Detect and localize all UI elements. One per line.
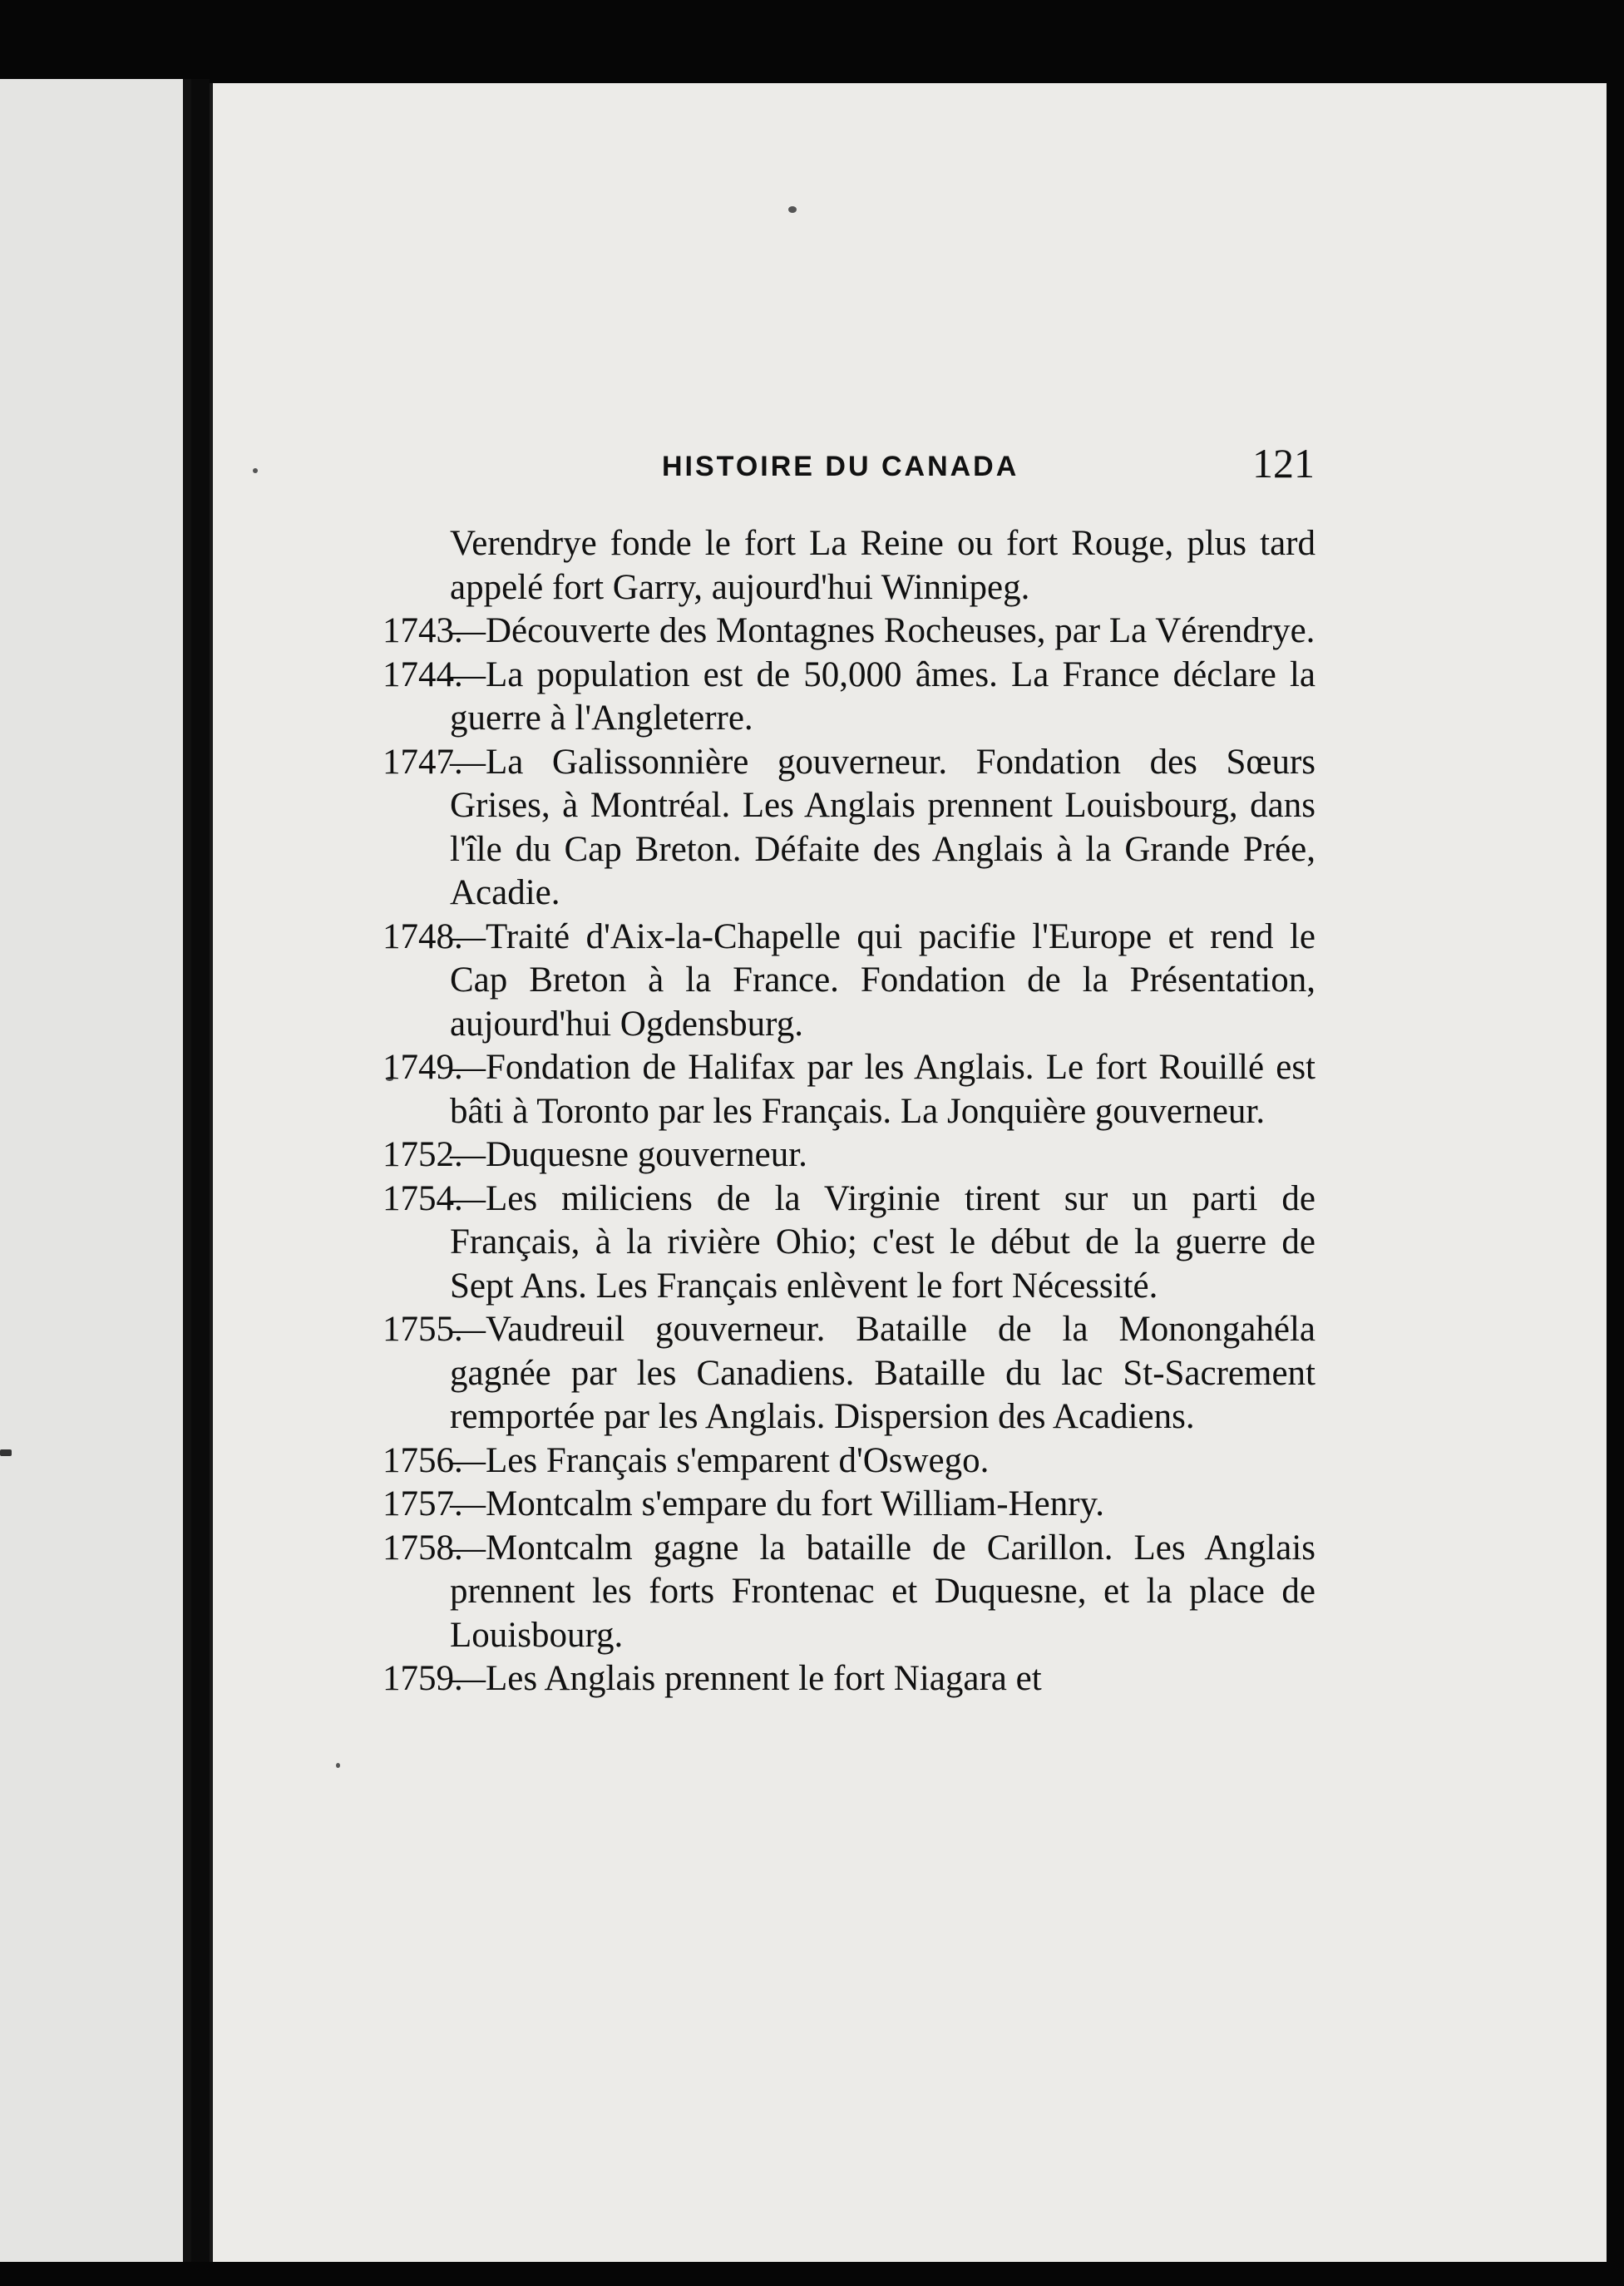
entry-body: —Vaudreuil gouverneur. Bataille de la Monongahéla gagnée par les Canadiens. Bataille du lac St-Sacrement remportée par les Anglais. Dispersion des Acadiens. [450, 1310, 1315, 1436]
chronology-entry [213, 1439, 1315, 1484]
entry-year: 1747. [383, 742, 463, 782]
margin-mark [0, 1449, 12, 1456]
entry-body: —Montcalm gagne la bataille de Carillon. Les Anglais prennent les forts Frontenac et Duquesne, et la place de Louisbourg. [450, 1528, 1315, 1655]
entry-year: 1755. [383, 1310, 463, 1349]
entry-body: —Les Français s'emparent d'Oswego. [450, 1440, 990, 1480]
entry-body: —Duquesne gouverneur. [450, 1135, 807, 1174]
chronology-entry [213, 654, 1315, 741]
left-facing-page [0, 79, 191, 2262]
entry-body: —Traité d'Aix-la-Chapelle qui pacifie l'Europe et rend le Cap Breton à la France. Fondation de la Présentation, aujourd'hui Ogdensburg. [450, 916, 1315, 1044]
chronology-entry [213, 1483, 1315, 1527]
book-page [210, 83, 1607, 2262]
entry-year: 1748. [383, 916, 463, 956]
entry-year: 1758. [383, 1528, 463, 1568]
chronology-entry [213, 610, 1315, 654]
entry-body: —Fondation de Halifax par les Anglais. Le fort Rouillé est bâti à Toronto par les Français. La Jonquière gouverneur. [450, 1048, 1315, 1131]
page-number: 121 [1252, 440, 1315, 486]
book-gutter [191, 79, 210, 2262]
running-head: HISTOIRE DU CANADA [662, 451, 1019, 482]
entry-year: 1757. [383, 1484, 463, 1523]
entry-year: 1743. [383, 611, 463, 650]
entry-year: 1744. [383, 654, 463, 694]
print-speck [336, 1763, 340, 1768]
entry-year: 1759. [383, 1659, 463, 1698]
entry-year: 1752. [383, 1135, 463, 1174]
print-speck [788, 206, 797, 213]
chronology-entry [213, 916, 1315, 1047]
chronology-entry [213, 1308, 1315, 1439]
entry-body: —Montcalm s'empare du fort William-Henry. [450, 1484, 1104, 1523]
chronology-entry [213, 1046, 1315, 1133]
chronology-entry [213, 1527, 1315, 1658]
chronology-entry [213, 1178, 1315, 1309]
chronology-entry [213, 1657, 1315, 1701]
entry-body: —Les Anglais prennent le fort Niagara et [450, 1659, 1042, 1698]
entry-year: 1756. [383, 1440, 463, 1480]
entry-body: —La Galissonnière gouverneur. Fondation des Sœurs Grises, à Montréal. Les Anglais prennent Louisbourg, dans l'île du Cap Breton. Défaite des Anglais à la Grande Prée, Acadie. [450, 742, 1315, 912]
entry-year: 1749. [383, 1048, 463, 1087]
entry-body: Verendrye fonde le fort La Reine ou fort Rouge, plus tard appelé fort Garry, aujourd'hui Winnipeg. [450, 524, 1315, 607]
page-header [213, 439, 1610, 497]
chronology-entry [213, 741, 1315, 916]
entry-body: —La population est de 50,000 âmes. La France déclare la guerre à l'Angleterre. [450, 654, 1315, 738]
continued-entry [213, 522, 1315, 610]
entry-body: —Les miliciens de la Virginie tirent sur un parti de Français, à la rivière Ohio; c'est le début de la guerre de Sept Ans. Les Français enlèvent le fort Nécessité. [450, 1178, 1315, 1306]
entry-body: —Découverte des Montagnes Rocheuses, par La Vérendrye. [450, 611, 1315, 650]
chronology-text [213, 522, 1610, 1701]
chronology-entry [213, 1133, 1315, 1178]
entry-year: 1754. [383, 1178, 463, 1218]
